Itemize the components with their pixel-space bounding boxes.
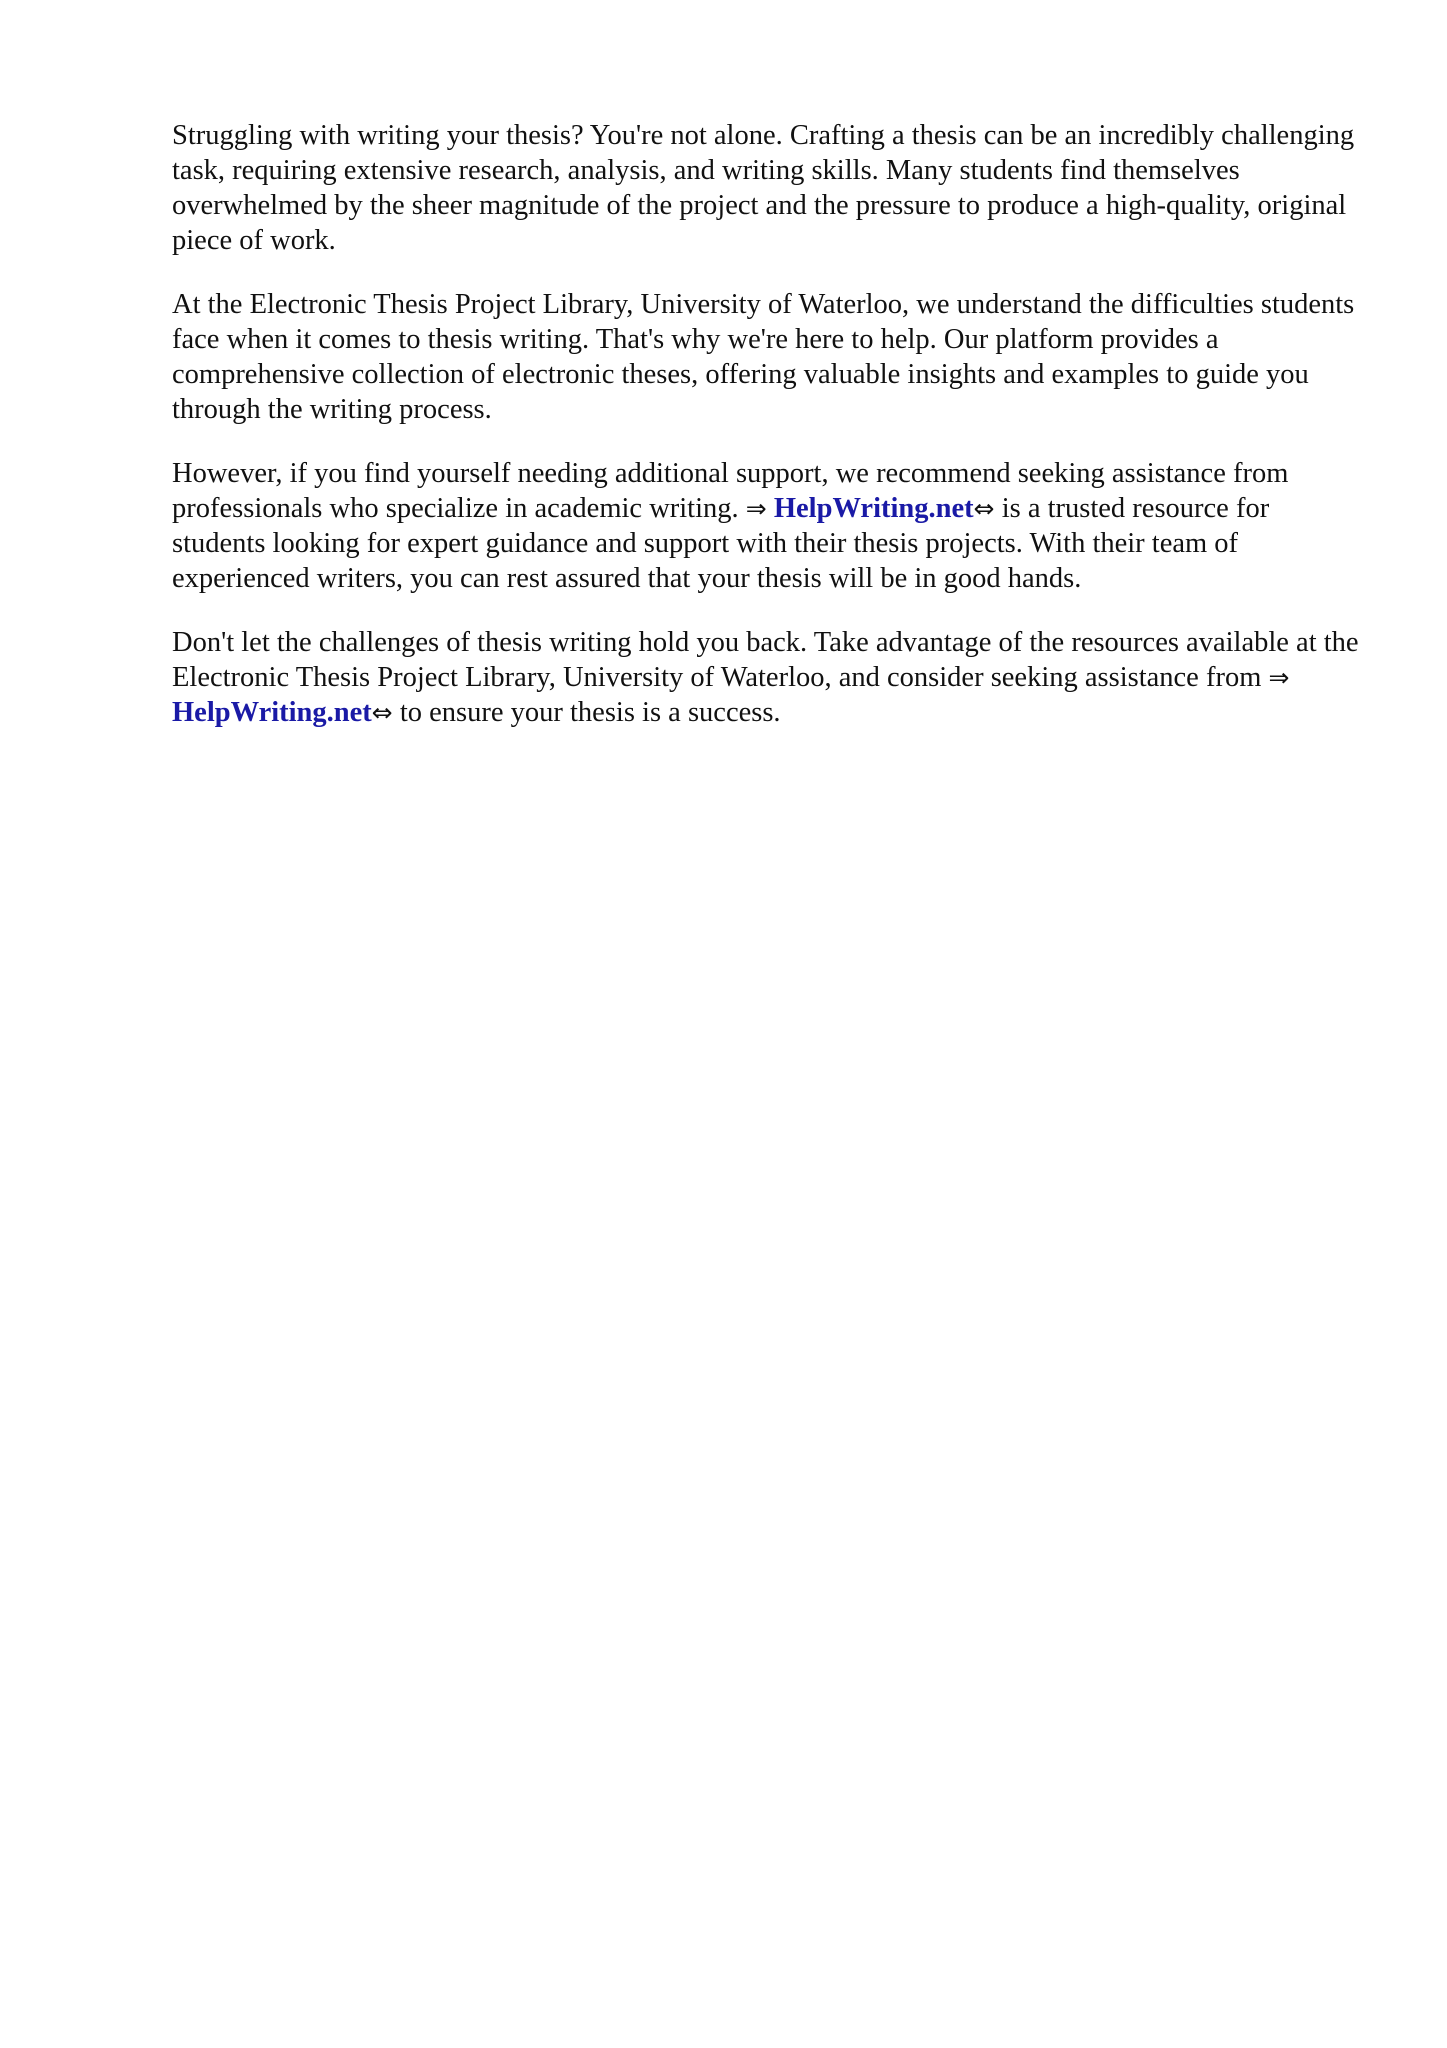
paragraph-closing <box>172 625 1362 730</box>
paragraph-library-text: At the Electronic Thesis Project Library, University of Waterloo, we understand the difficulties students face when it comes to thesis writing. That's why we're here to help. Our platform provides a comprehensive collection of electronic theses, offering valuable insights and examples to guide you through the writing process. <box>172 289 1355 425</box>
left-right-double-arrow-icon: ⇔ <box>371 698 393 727</box>
paragraph-support <box>172 456 1362 596</box>
paragraph-closing-text-before: Don't let the challenges of thesis writing hold you back. Take advantage of the resources available at the Electronic Thesis Project Library, University of Waterloo, and consider seeking assistance from <box>172 627 1359 693</box>
document-body <box>172 118 1362 759</box>
paragraph-intro-text: Struggling with writing your thesis? You're not alone. Crafting a thesis can be an incredibly challenging task, requiring extensive research, analysis, and writing skills. Many students find themselves overwhelmed by the sheer magnitude of the project and the pressure to produce a high-quality, original piece of work. <box>172 120 1355 256</box>
paragraph-support-text-before: However, if you find yourself needing additional support, we recommend seeking assistance from professionals who specialize in academic writing. <box>172 458 1289 524</box>
left-right-double-arrow-icon: ⇔ <box>973 494 995 523</box>
paragraph-support-text-after: is a trusted resource for students looking for expert guidance and support with their thesis projects. With their team of experienced writers, you can rest assured that your thesis will be in good hands. <box>172 493 1270 594</box>
right-double-arrow-icon: ⇒ <box>745 494 767 523</box>
helpwriting-link[interactable]: HelpWriting.net <box>172 697 372 728</box>
helpwriting-link[interactable]: HelpWriting.net <box>773 493 974 524</box>
paragraph-library <box>172 287 1362 427</box>
right-double-arrow-icon: ⇒ <box>1268 663 1290 692</box>
paragraph-intro <box>172 118 1362 258</box>
paragraph-closing-text-after: to ensure your thesis is a success. <box>399 697 781 728</box>
